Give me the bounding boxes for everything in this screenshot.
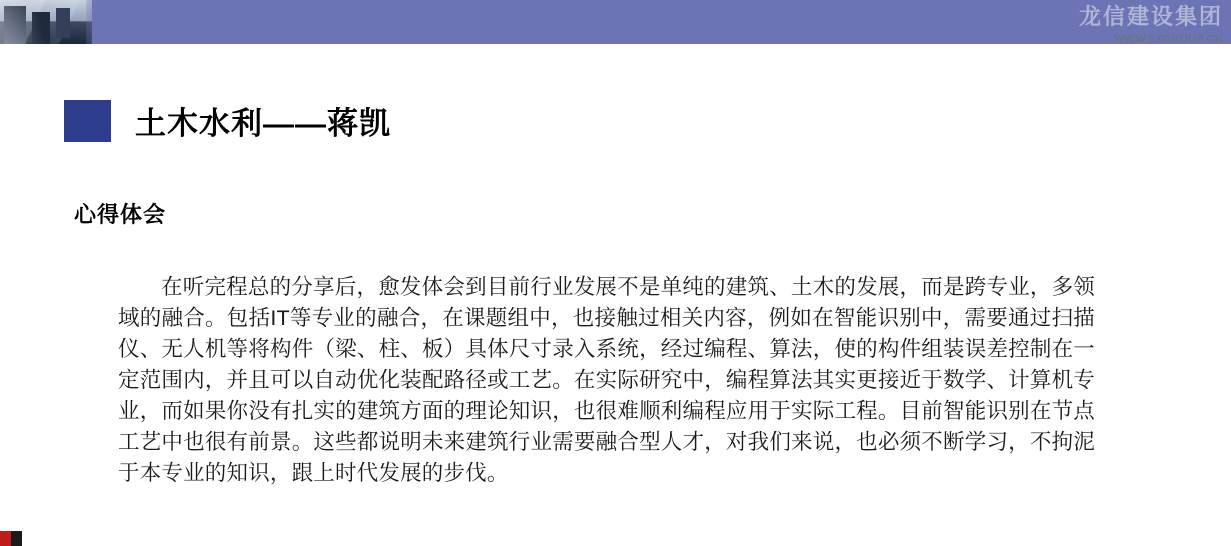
banner-photo-fade xyxy=(86,0,114,44)
banner-photo-image xyxy=(0,0,92,44)
page-title: 土木水利——蒋凯 xyxy=(135,106,391,141)
corner-chip-black xyxy=(11,531,22,546)
logo-website-url: WWW.LXGROUP.CN xyxy=(1114,33,1223,45)
company-logo xyxy=(1045,2,1223,46)
slide-title-row xyxy=(64,98,391,143)
section-heading: 心得体会 xyxy=(74,202,167,227)
title-square-icon xyxy=(64,100,111,142)
logo-wordmark: 龙信建设集团 xyxy=(1078,4,1223,29)
body-paragraph: 在听完程总的分享后，愈发体会到目前行业发展不是单纯的建筑、土木的发展，而是跨专业，多领域的融合。包括IT等专业的融合，在课题组中，也接触过相关内容，例如在智能识别中，需要通过扫描仪、无人机等将构件（梁、柱、板）具体尺寸录入系统，经过编程、算法，使的构件组装误差控制在一定范围内，并且可以自动优化装配路径或工艺。在实际研究中，编程算法其实更接近于数学、计算机专业，而如果你没有扎实的建筑方面的理论知识，也很难顺利编程应用于实际工程。目前智能识别在节点工艺中也很有前景。这些都说明未来建筑行业需要融合型人才，对我们来说，也必须不断学习，不拘泥于本专业的知识，跟上时代发展的步伐。 xyxy=(118,275,1095,485)
corner-chip-red xyxy=(0,531,11,546)
